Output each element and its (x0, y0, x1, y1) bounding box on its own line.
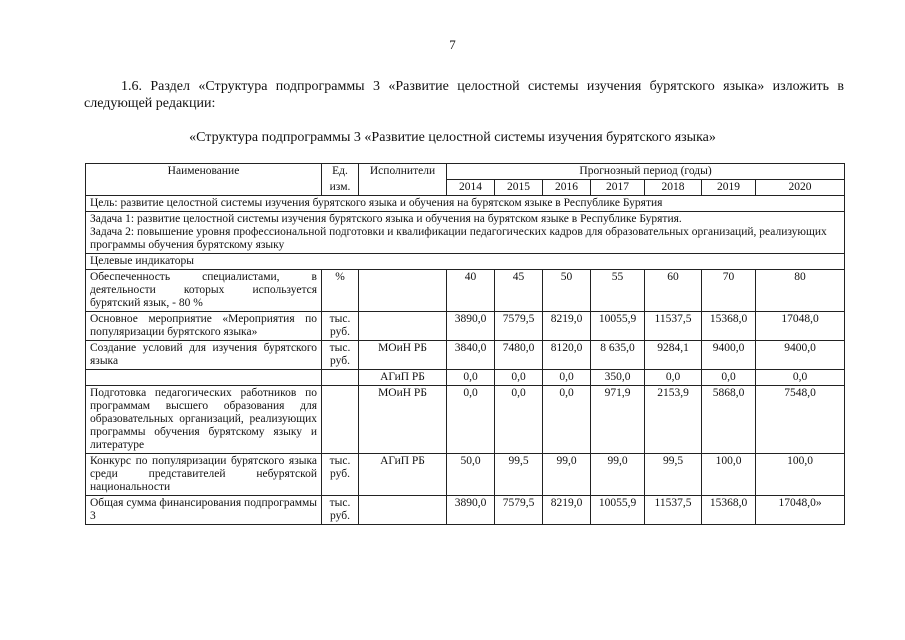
row-unit-cell: тыс. руб. (322, 496, 359, 525)
table-row (86, 386, 845, 454)
row-value-cell: 0,0 (543, 386, 591, 454)
table-row (86, 312, 845, 341)
row-value-cell: 50,0 (447, 454, 495, 496)
row-value-cell: 9284,1 (645, 341, 702, 370)
table-row (86, 270, 845, 312)
row-value-cell: 45 (495, 270, 543, 312)
row-name-cell: Подготовка педагогических работников по программам высшего образования для образовательных организаций, реализующих программы обучения бурятскому языку и литературе (86, 386, 322, 454)
tasks-row (86, 212, 845, 254)
header-year: 2018 (645, 180, 702, 196)
row-value-cell: 60 (645, 270, 702, 312)
indicators-label: Целевые индикаторы (86, 254, 845, 270)
row-value-cell: 11537,5 (645, 312, 702, 341)
row-unit-cell: % (322, 270, 359, 312)
tasks-cell (86, 212, 845, 254)
header-unit-top: Ед. (322, 164, 359, 180)
row-value-cell: 971,9 (591, 386, 645, 454)
row-value-cell: 15368,0 (702, 312, 756, 341)
row-value-cell: 17048,0» (756, 496, 845, 525)
header-year: 2020 (756, 180, 845, 196)
row-name-cell: Создание условий для изучения бурятского языка (86, 341, 322, 370)
row-unit-cell: тыс. руб. (322, 454, 359, 496)
header-row-1 (86, 164, 845, 180)
row-value-cell: 3890,0 (447, 312, 495, 341)
row-executor-cell (359, 270, 447, 312)
row-value-cell: 17048,0 (756, 312, 845, 341)
row-value-cell: 10055,9 (591, 496, 645, 525)
header-year: 2015 (495, 180, 543, 196)
header-unit-bottom: изм. (322, 180, 359, 196)
row-value-cell: 100,0 (702, 454, 756, 496)
row-value-cell: 0,0 (543, 370, 591, 386)
row-value-cell: 99,0 (591, 454, 645, 496)
row-value-cell: 7548,0 (756, 386, 845, 454)
row-value-cell: 9400,0 (702, 341, 756, 370)
row-value-cell: 3890,0 (447, 496, 495, 525)
header-year: 2016 (543, 180, 591, 196)
row-value-cell: 55 (591, 270, 645, 312)
row-value-cell: 99,0 (543, 454, 591, 496)
row-value-cell: 7579,5 (495, 496, 543, 525)
row-value-cell: 3840,0 (447, 341, 495, 370)
row-value-cell: 100,0 (756, 454, 845, 496)
row-value-cell: 7480,0 (495, 341, 543, 370)
row-value-cell: 0,0 (447, 370, 495, 386)
header-year: 2014 (447, 180, 495, 196)
table-row (86, 341, 845, 370)
row-value-cell: 80 (756, 270, 845, 312)
amendment-paragraph: 1.6. Раздел «Структура подпрограммы 3 «Развитие целостной системы изучения бурятского языка» изложить в следующей редакции: (84, 79, 844, 111)
row-name-cell (86, 370, 322, 386)
row-value-cell: 0,0 (495, 370, 543, 386)
row-executor-cell (359, 496, 447, 525)
table-row (86, 496, 845, 525)
row-value-cell: 0,0 (447, 386, 495, 454)
row-value-cell: 15368,0 (702, 496, 756, 525)
row-unit-cell: тыс. руб. (322, 341, 359, 370)
page-number: 7 (449, 37, 456, 52)
row-value-cell: 99,5 (495, 454, 543, 496)
task-2-text: Задача 2: повышение уровня профессиональной подготовки и квалификации педагогических кадров для образовательных организаций, реализующих программы обучения бурятскому языку (90, 226, 827, 251)
row-name-cell: Общая сумма финансирования подпрограммы 3 (86, 496, 322, 525)
row-value-cell: 9400,0 (756, 341, 845, 370)
table-row (86, 454, 845, 496)
row-value-cell: 8219,0 (543, 312, 591, 341)
row-value-cell: 8 635,0 (591, 341, 645, 370)
row-value-cell: 99,5 (645, 454, 702, 496)
row-value-cell: 8120,0 (543, 341, 591, 370)
row-unit-cell: тыс. руб. (322, 312, 359, 341)
row-value-cell: 0,0 (756, 370, 845, 386)
row-value-cell: 2153,9 (645, 386, 702, 454)
row-unit-cell (322, 386, 359, 454)
row-executor-cell: АГиП РБ (359, 370, 447, 386)
row-value-cell: 0,0 (702, 370, 756, 386)
row-value-cell: 40 (447, 270, 495, 312)
row-executor-cell: МОиН РБ (359, 386, 447, 454)
row-value-cell: 0,0 (645, 370, 702, 386)
goal-text: Цель: развитие целостной системы изучения бурятского языка и обучения на бурятском языке в Республике Бурятия (86, 196, 845, 212)
header-executors: Исполнители (359, 164, 447, 196)
row-unit-cell (322, 370, 359, 386)
section-heading: «Структура подпрограммы 3 «Развитие целостной системы изучения бурятского языка» (189, 130, 716, 145)
row-executor-cell: МОиН РБ (359, 341, 447, 370)
goal-row (86, 196, 845, 212)
header-year: 2017 (591, 180, 645, 196)
row-value-cell: 5868,0 (702, 386, 756, 454)
row-name-cell: Основное мероприятие «Мероприятия по популяризации бурятского языка» (86, 312, 322, 341)
header-name: Наименование (86, 164, 322, 196)
row-name-cell: Конкурс по популяризации бурятского языка среди представителей небурятской национальности (86, 454, 322, 496)
subprogram-structure-table (85, 163, 845, 525)
row-value-cell: 70 (702, 270, 756, 312)
task-1-text: Задача 1: развитие целостной системы изучения бурятского языка и обучения на бурятском языке в Республике Бурятия. (90, 213, 682, 225)
row-value-cell: 50 (543, 270, 591, 312)
header-year: 2019 (702, 180, 756, 196)
row-name-cell: Обеспеченность специалистами, в деятельности которых используется бурятский язык, - 80 % (86, 270, 322, 312)
row-value-cell: 11537,5 (645, 496, 702, 525)
row-value-cell: 0,0 (495, 386, 543, 454)
header-period: Прогнозный период (годы) (447, 164, 845, 180)
table-row (86, 370, 845, 386)
row-executor-cell (359, 312, 447, 341)
row-value-cell: 350,0 (591, 370, 645, 386)
indicators-row (86, 254, 845, 270)
row-value-cell: 8219,0 (543, 496, 591, 525)
row-value-cell: 10055,9 (591, 312, 645, 341)
row-value-cell: 7579,5 (495, 312, 543, 341)
row-executor-cell: АГиП РБ (359, 454, 447, 496)
